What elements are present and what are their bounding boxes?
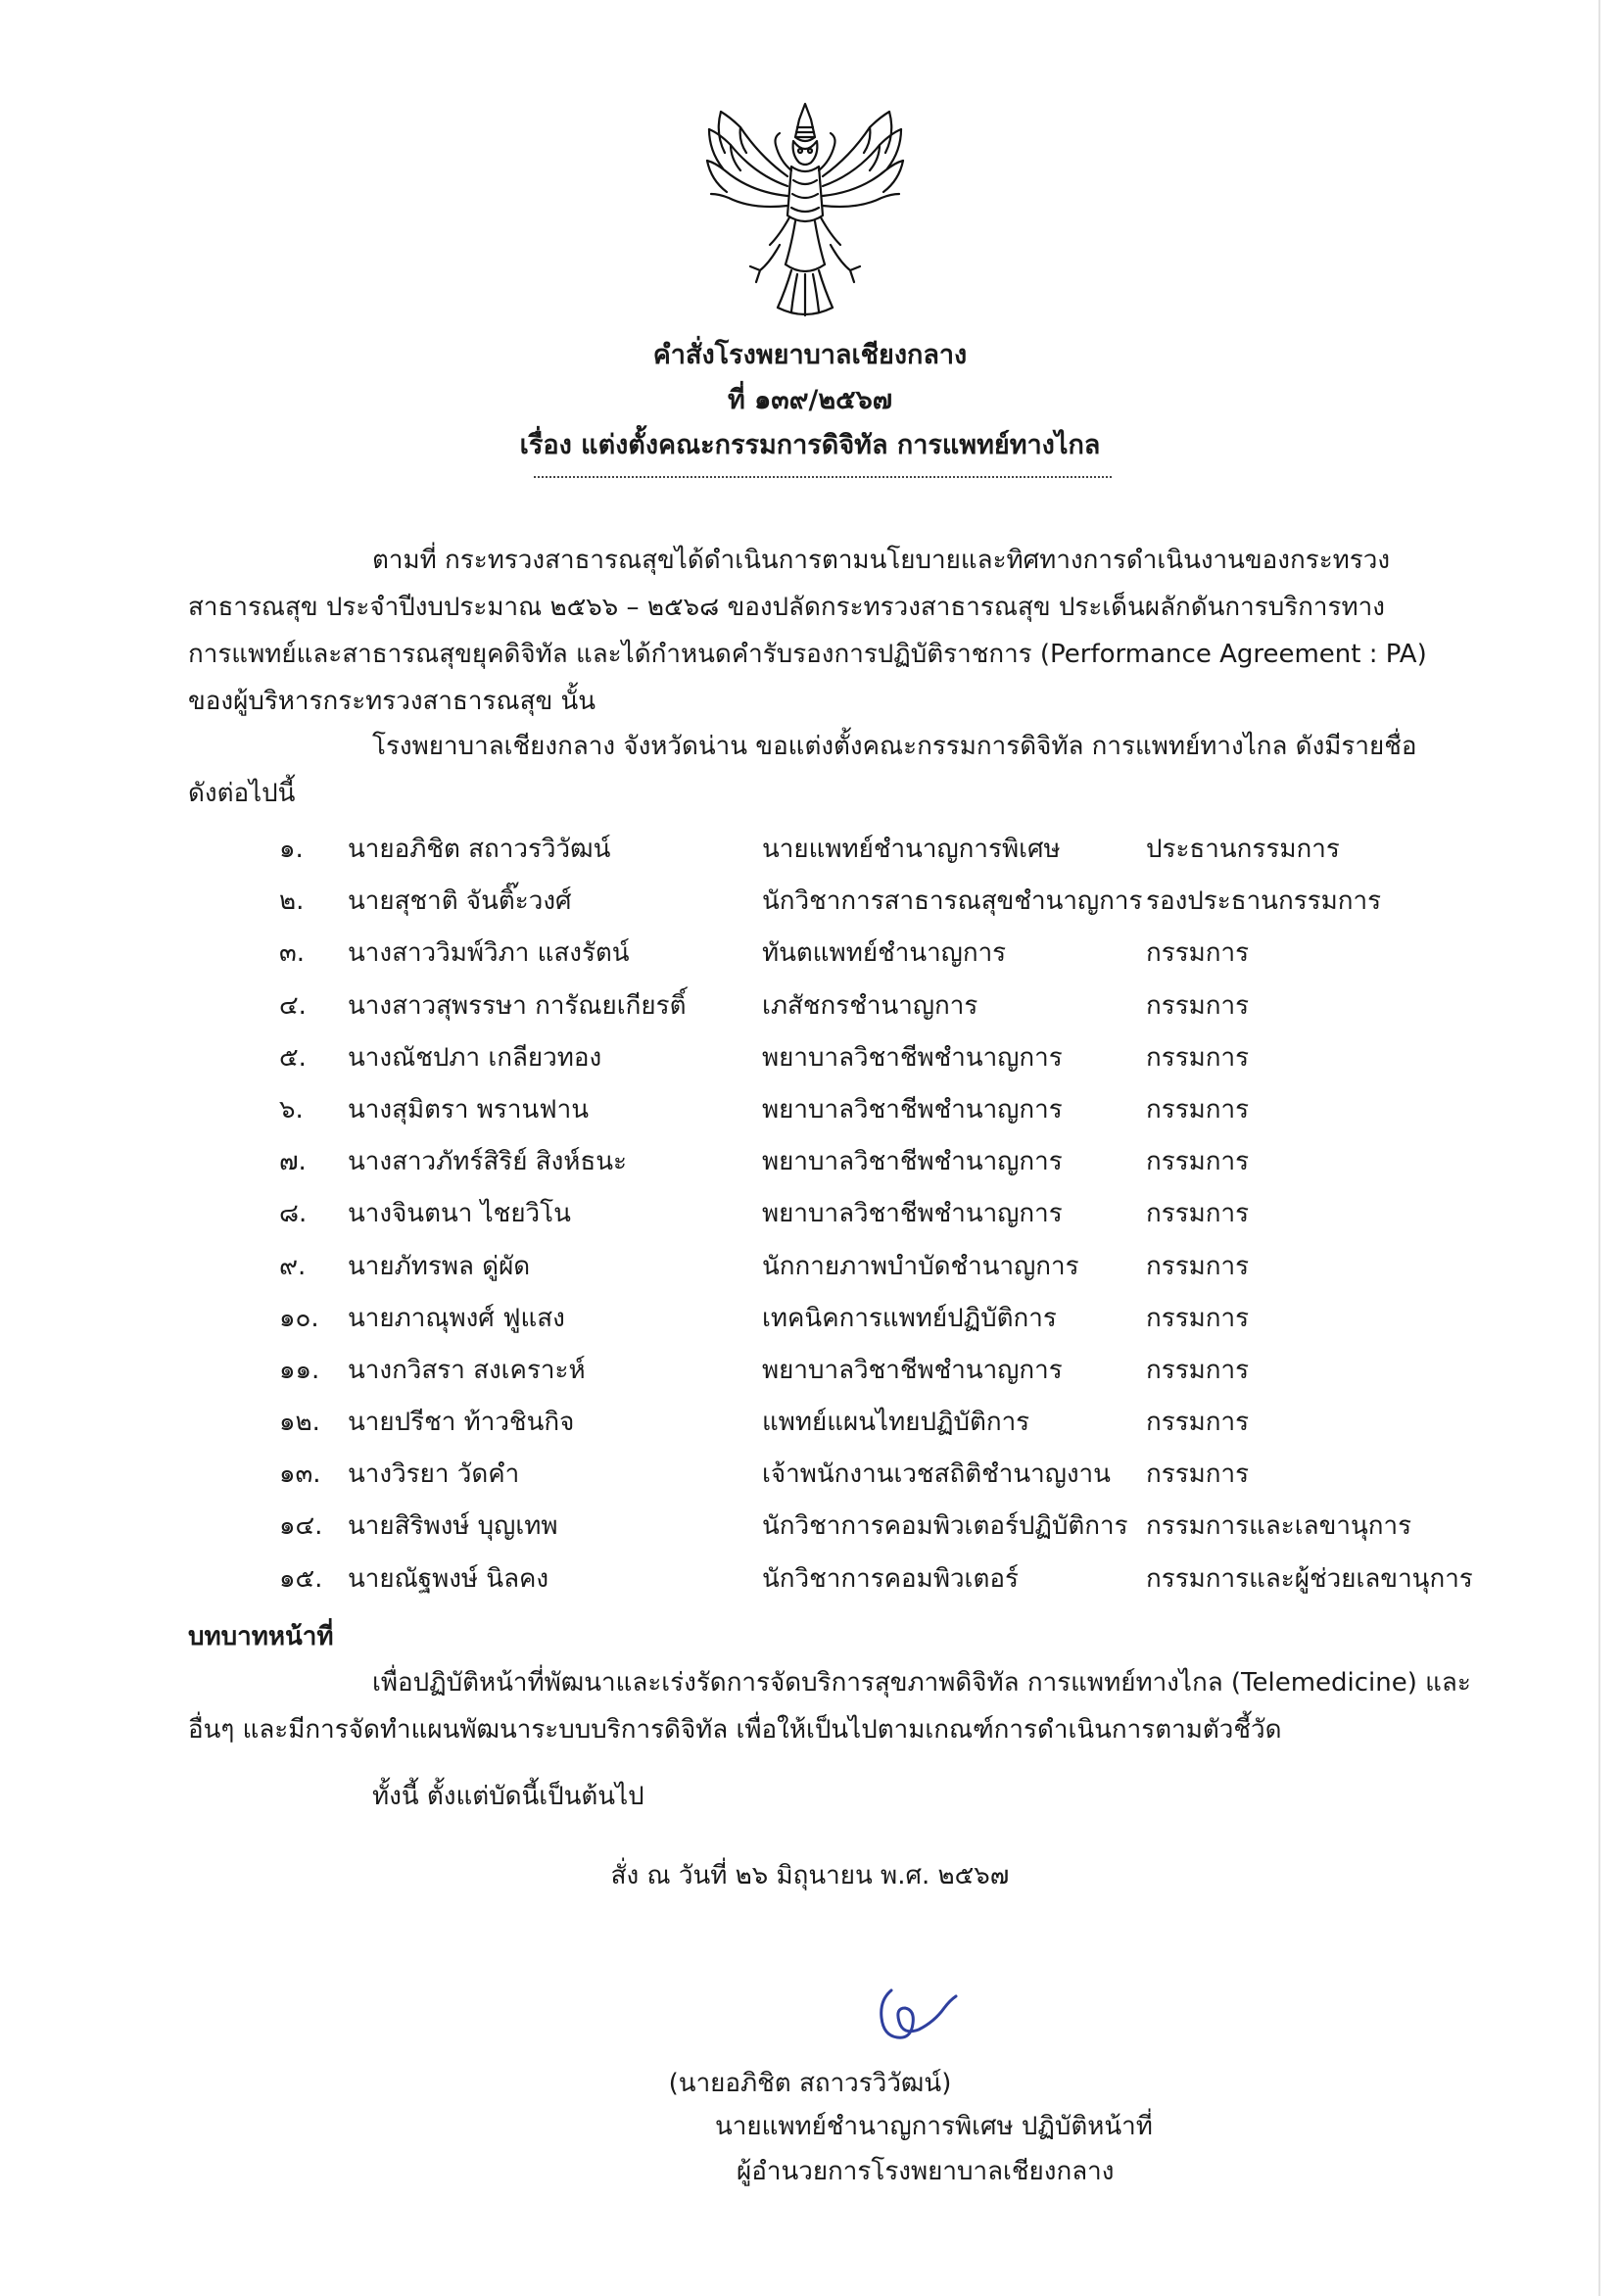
member-position: นักวิชาการคอมพิวเตอร์ bbox=[762, 1563, 1019, 1594]
member-role: กรรมการ bbox=[1146, 1147, 1250, 1177]
member-number: ๑๓. bbox=[279, 1459, 321, 1490]
member-name: นางณัชปภา เกลียวทอง bbox=[348, 1042, 602, 1073]
member-role: กรรมการและผู้ช่วยเลขานุการ bbox=[1146, 1563, 1473, 1594]
member-role: กรรมการและเลขานุการ bbox=[1146, 1511, 1412, 1542]
member-row bbox=[279, 1298, 1484, 1350]
member-name: นางกวิสรา สงเคราะห์ bbox=[348, 1355, 586, 1385]
member-row bbox=[279, 1402, 1484, 1454]
member-row bbox=[279, 829, 1484, 881]
member-role: รองประธานกรรมการ bbox=[1146, 886, 1382, 917]
member-number: ๔. bbox=[279, 990, 307, 1021]
member-role: กรรมการ bbox=[1146, 1042, 1250, 1073]
member-row bbox=[279, 1558, 1484, 1610]
member-number: ๑๒. bbox=[279, 1408, 320, 1438]
committee-member-list bbox=[279, 829, 1484, 1610]
handwritten-signature bbox=[862, 1979, 970, 2057]
member-name: นายสุชาติ จันติ๊ะวงศ์ bbox=[348, 886, 572, 917]
appointment-paragraph bbox=[188, 723, 1452, 817]
member-number: ๑๔. bbox=[279, 1511, 323, 1542]
member-position: นักกายภาพบำบัดชำนาญการ bbox=[762, 1251, 1079, 1281]
member-position: เภสัชกรชำนาญการ bbox=[762, 990, 978, 1021]
member-number: ๑๑. bbox=[279, 1355, 320, 1385]
intro-line: การแพทย์และสาธารณสุขยุคดิจิทัล และได้กำหนดคำรับรองการปฏิบัติราชการ (Performance Agreement : PA) bbox=[188, 640, 1427, 669]
member-number: ๑๕. bbox=[279, 1563, 323, 1594]
member-role: กรรมการ bbox=[1146, 938, 1250, 969]
member-position: พยาบาลวิชาชีพชำนาญการ bbox=[762, 1199, 1063, 1229]
intro-line: ของผู้บริหารกระทรวงสาธารณสุข นั้น bbox=[188, 687, 596, 716]
member-row bbox=[279, 1506, 1484, 1557]
member-role: กรรมการ bbox=[1146, 990, 1250, 1021]
member-row bbox=[279, 1037, 1484, 1089]
duties-paragraph bbox=[188, 1659, 1471, 1753]
member-role: กรรมการ bbox=[1146, 1408, 1250, 1438]
member-name: นางสุมิตรา พรานฟาน bbox=[348, 1094, 590, 1124]
member-row bbox=[279, 933, 1484, 984]
intro-paragraph bbox=[188, 537, 1452, 725]
garuda-emblem-icon bbox=[701, 98, 909, 323]
duties-heading: บทบาทหน้าที่ bbox=[188, 1622, 334, 1651]
member-position: พยาบาลวิชาชีพชำนาญการ bbox=[762, 1355, 1063, 1385]
member-role: กรรมการ bbox=[1146, 1459, 1250, 1490]
member-role: กรรมการ bbox=[1146, 1355, 1250, 1385]
signatory-position: นายแพทย์ชำนาญการพิเศษ ปฏิบัติหน้าที่ bbox=[715, 2112, 1153, 2141]
member-position: พยาบาลวิชาชีพชำนาญการ bbox=[762, 1042, 1063, 1073]
intro-line: สาธารณสุข ประจำปีงบประมาณ ๒๕๖๖ – ๒๕๖๘ ของปลัดกระทรวงสาธารณสุข ประเด็นผลักดันการบริการทาง bbox=[188, 593, 1385, 622]
member-role: ประธานกรรมการ bbox=[1146, 835, 1340, 864]
member-row bbox=[279, 1454, 1484, 1506]
member-row bbox=[279, 985, 1484, 1037]
member-name: นายภาณุพงศ์ ฟูแสง bbox=[348, 1303, 565, 1333]
member-number: ๑. bbox=[279, 835, 304, 864]
member-number: ๘. bbox=[279, 1199, 308, 1229]
duties-line: อื่นๆ และมีการจัดทำแผนพัฒนาระบบบริการดิจิทัล เพื่อให้เป็นไปตามเกณฑ์การดำเนินการตามตัวชี้วัด bbox=[188, 1715, 1282, 1745]
order-title: คำสั่งโรงพยาบาลเชียงกลาง bbox=[652, 340, 968, 370]
effective-line: ทั้งนี้ ตั้งแต่บัดนี้เป็นต้นไป bbox=[372, 1782, 644, 1811]
signatory-name: (นายอภิชิต สถาวรวิวัฒน์) bbox=[668, 2069, 952, 2098]
header-dotted-divider bbox=[534, 476, 1112, 478]
member-number: ๙. bbox=[279, 1251, 307, 1281]
member-name: นายสิริพงษ์ บุญเทพ bbox=[348, 1511, 558, 1542]
member-name: นายณัฐพงษ์ นิลคง bbox=[348, 1563, 549, 1594]
member-position: นักวิชาการคอมพิวเตอร์ปฏิบัติการ bbox=[762, 1511, 1128, 1542]
member-role: กรรมการ bbox=[1146, 1094, 1250, 1124]
member-position: เทคนิคการแพทย์ปฏิบัติการ bbox=[762, 1303, 1057, 1333]
member-position: นายแพทย์ชำนาญการพิเศษ bbox=[762, 835, 1061, 864]
member-position: เจ้าพนักงานเวชสถิติชำนาญงาน bbox=[762, 1459, 1111, 1490]
member-number: ๓. bbox=[279, 938, 306, 969]
member-name: นางสาวสุพรรษา การัณยเกียรติ์ bbox=[348, 990, 687, 1021]
member-position: นักวิชาการสาธารณสุขชำนาญการ bbox=[762, 886, 1143, 917]
member-row bbox=[279, 881, 1484, 933]
member-number: ๗. bbox=[279, 1147, 307, 1177]
member-row bbox=[279, 1246, 1484, 1298]
member-row bbox=[279, 1350, 1484, 1402]
member-position: พยาบาลวิชาชีพชำนาญการ bbox=[762, 1094, 1063, 1124]
member-name: นายภัทรพล ดู่ผัด bbox=[348, 1251, 531, 1281]
member-number: ๕. bbox=[279, 1042, 307, 1073]
member-name: นางสาวภัทร์สิริย์ สิงห์ธนะ bbox=[348, 1147, 628, 1177]
member-position: ทันตแพทย์ชำนาญการ bbox=[762, 938, 1007, 969]
member-name: นางสาววิมพ์วิภา แสงรัตน์ bbox=[348, 938, 630, 969]
member-name: นายอภิชิต สถาวรวิวัฒน์ bbox=[348, 835, 611, 864]
signatory-office: ผู้อำนวยการโรงพยาบาลเชียงกลาง bbox=[737, 2157, 1115, 2186]
member-name: นางวิรยา วัดคำ bbox=[348, 1459, 520, 1490]
member-number: ๒. bbox=[279, 886, 305, 917]
member-role: กรรมการ bbox=[1146, 1303, 1250, 1333]
member-position: พยาบาลวิชาชีพชำนาญการ bbox=[762, 1147, 1063, 1177]
member-row bbox=[279, 1193, 1484, 1245]
order-subject: เรื่อง แต่งตั้งคณะกรรมการดิจิทัล การแพทย์ทางไกล bbox=[519, 430, 1101, 460]
effective-paragraph bbox=[188, 1773, 1452, 1820]
intro-line: ตามที่ กระทรวงสาธารณสุขได้ดำเนินการตามนโยบายและทิศทางการดำเนินงานของกระทรวง bbox=[372, 546, 1391, 575]
order-date: สั่ง ณ วันที่ ๒๖ มิถุนายน พ.ศ. ๒๕๖๗ bbox=[610, 1861, 1010, 1890]
appointment-line: ดังต่อไปนี้ bbox=[188, 779, 296, 808]
appointment-line: โรงพยาบาลเชียงกลาง จังหวัดน่าน ขอแต่งตั้งคณะกรรมการดิจิทัล การแพทย์ทางไกล ดังมีรายชื่อ bbox=[372, 732, 1417, 761]
member-role: กรรมการ bbox=[1146, 1199, 1250, 1229]
member-position: แพทย์แผนไทยปฏิบัติการ bbox=[762, 1408, 1030, 1438]
member-row bbox=[279, 1141, 1484, 1193]
member-role: กรรมการ bbox=[1146, 1251, 1250, 1281]
member-name: นางจินตนา ไชยวิโน bbox=[348, 1199, 571, 1229]
member-row bbox=[279, 1089, 1484, 1141]
member-number: ๑๐. bbox=[279, 1303, 319, 1333]
member-name: นายปรีชา ท้าวชินกิจ bbox=[348, 1408, 575, 1438]
duties-line: เพื่อปฏิบัติหน้าที่พัฒนาและเร่งรัดการจัดบริการสุขภาพดิจิทัล การแพทย์ทางไกล (Telemedicine) และ bbox=[372, 1668, 1471, 1698]
member-number: ๖. bbox=[279, 1094, 304, 1124]
order-number: ที่ ๑๓๙/๒๕๖๗ bbox=[727, 385, 893, 415]
